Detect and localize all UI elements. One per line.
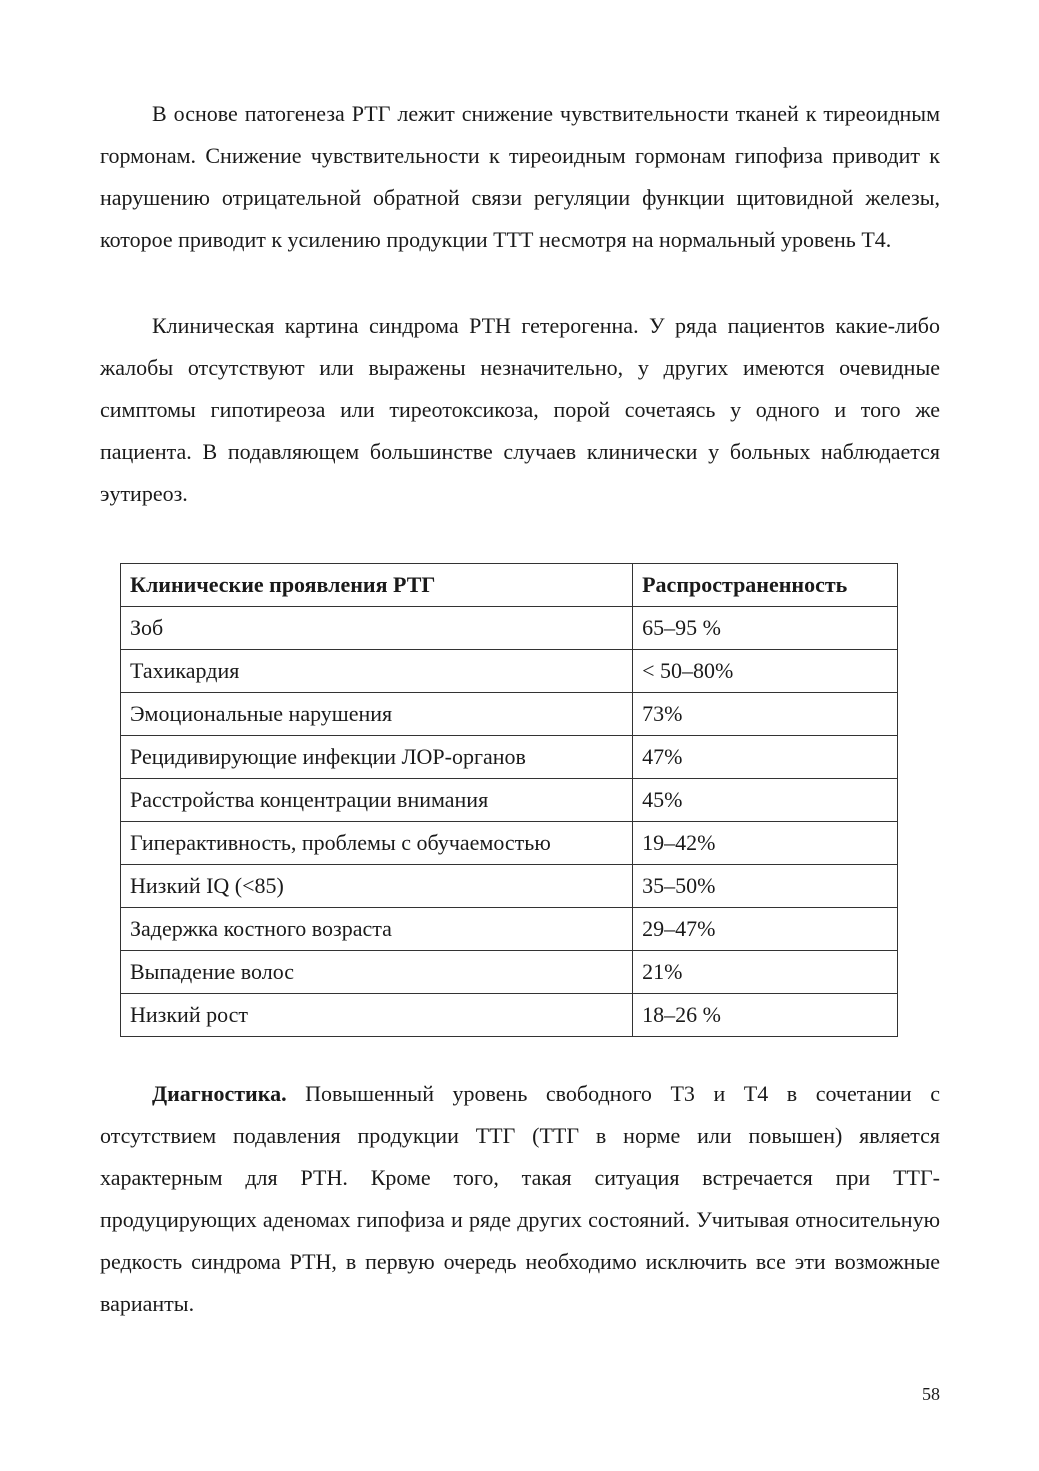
paragraph-diagnostics — [100, 1073, 940, 1325]
table-row — [121, 865, 898, 908]
table-cell-prevalence: 35–50% — [633, 865, 898, 908]
table-cell-prevalence: 65–95 % — [633, 607, 898, 650]
table-row — [121, 736, 898, 779]
table-cell-manifestation: Эмоциональные нарушения — [121, 693, 633, 736]
table-row — [121, 908, 898, 951]
table-cell-manifestation: Низкий IQ (<85) — [121, 865, 633, 908]
table-row — [121, 650, 898, 693]
table-cell-manifestation: Гиперактивность, проблемы с обучаемостью — [121, 822, 633, 865]
manifestations-table — [120, 563, 898, 1037]
table-cell-manifestation: Задержка костного возраста — [121, 908, 633, 951]
table-cell-manifestation: Рецидивирующие инфекции ЛОР-органов — [121, 736, 633, 779]
table-cell-manifestation: Низкий рост — [121, 994, 633, 1037]
diagnostics-text: Повышенный уровень свободного Т3 и Т4 в сочетании с отсутствием подавления продукции ТТГ (ТТГ в норме или повышен) является характерным для РТН. Кроме того, такая ситуация встречается при ТТГ-продуцирующих аденомах гипофиза и ряде других состояний. Учитывая относительную редкость синдрома РТН, в первую очередь необходимо исключить все эти возможные варианты. — [100, 1081, 940, 1316]
table-cell-prevalence: 21% — [633, 951, 898, 994]
table-row — [121, 822, 898, 865]
table-cell-prevalence: 18–26 % — [633, 994, 898, 1037]
table-header-manifestations: Клинические проявления РТГ — [121, 564, 633, 607]
table-header-row — [121, 564, 898, 607]
table-row — [121, 994, 898, 1037]
table-cell-prevalence: < 50–80% — [633, 650, 898, 693]
table-row — [121, 779, 898, 822]
diagnostics-heading: Диагностика. — [152, 1081, 287, 1106]
table-cell-prevalence: 45% — [633, 779, 898, 822]
table-cell-prevalence: 47% — [633, 736, 898, 779]
page-number: 58 — [922, 1384, 940, 1404]
table-row — [121, 693, 898, 736]
table-cell-manifestation: Выпадение волос — [121, 951, 633, 994]
table-cell-manifestation: Зоб — [121, 607, 633, 650]
paragraph-pathogenesis: В основе патогенеза РТГ лежит снижение чувствительности тканей к тиреоидным гормонам. Снижение чувствительности к тиреоидным гормонам гипофиза приводит к нарушению отрицательной обратной связи регуляции функции щитовидной железы, которое приводит к усилению продукции ТТТ несмотря на нормальный уровень Т4. — [100, 101, 940, 252]
table-header-prevalence: Распространенность — [633, 564, 898, 607]
paragraph-clinical-picture: Клиническая картина синдрома РТН гетерогенна. У ряда пациентов какие-либо жалобы отсутствуют или выражены незначительно, у других имеются очевидные симптомы гипотиреоза или тиреотоксикоза, порой сочетаясь у одного и того же пациента. В подавляющем большинстве случаев клинически у больных наблюдается эутиреоз. — [100, 313, 940, 506]
table-cell-manifestation: Расстройства концентрации внимания — [121, 779, 633, 822]
manifestations-table-container — [120, 563, 898, 1037]
table-cell-manifestation: Тахикардия — [121, 650, 633, 693]
table-row — [121, 951, 898, 994]
table-cell-prevalence: 29–47% — [633, 908, 898, 951]
table-cell-prevalence: 73% — [633, 693, 898, 736]
document-page — [100, 0, 940, 1471]
table-cell-prevalence: 19–42% — [633, 822, 898, 865]
table-row — [121, 607, 898, 650]
